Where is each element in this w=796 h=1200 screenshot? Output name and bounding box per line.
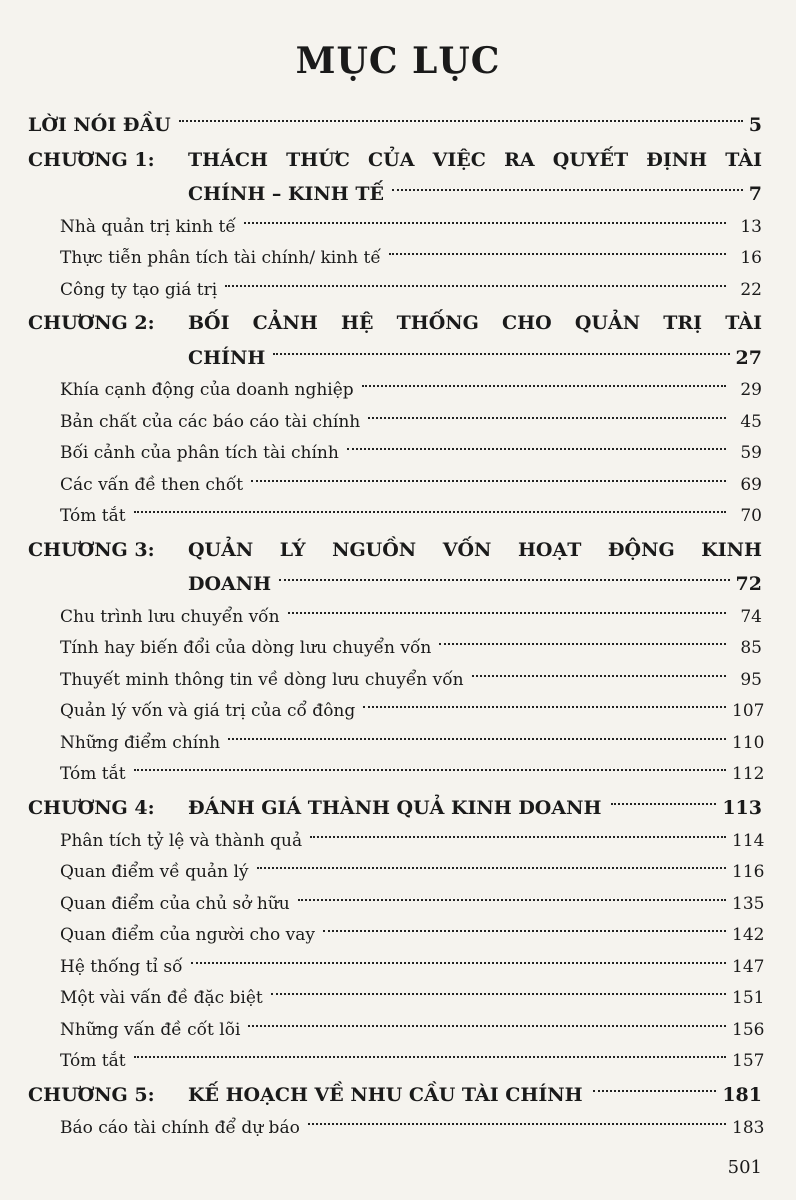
toc-section [28, 664, 762, 696]
section-label: Tóm tắt [60, 506, 126, 527]
toc-section [28, 696, 765, 728]
chapter-title-word: THỐNG [396, 312, 479, 334]
chapter-title-word: QUYẾT [552, 148, 629, 171]
section-page: 74 [740, 606, 762, 627]
chapter-list [28, 142, 765, 1144]
toc-section [28, 759, 765, 791]
section-page: 85 [740, 638, 762, 659]
section-label: Những vấn đề cốt lõi [60, 1019, 241, 1040]
table-of-contents [28, 108, 765, 1144]
chapter-heading-line2 [28, 177, 762, 211]
toc-chapter-5 [28, 1077, 762, 1112]
chapter-title-word: TÀI [725, 312, 762, 334]
chapter-title-word: CẢNH [252, 312, 318, 334]
chapter-title-word: KINH [701, 538, 762, 561]
toc-section [28, 727, 765, 759]
section-page: 147 [732, 956, 765, 977]
section-page: 59 [740, 443, 762, 464]
chapter-title-word: CHO [502, 312, 552, 334]
chapter-label: CHƯƠNG 4: [28, 796, 155, 819]
page-number: 501 [727, 1157, 762, 1178]
section-label: Phân tích tỷ lệ và thành quả [60, 830, 303, 851]
dot-leader [389, 253, 726, 255]
chapter-title-word: ĐỊNH [646, 148, 708, 171]
dot-leader [248, 1025, 726, 1027]
toc-chapter-2 [28, 306, 762, 375]
chapter-title-line1 [188, 312, 762, 334]
chapter-title-line1 [188, 149, 762, 171]
dot-leader [472, 675, 726, 677]
section-page: 29 [740, 380, 762, 401]
chapter-title-line2: CHÍNH [188, 346, 266, 369]
toc-section [28, 920, 765, 952]
dot-leader [244, 222, 726, 224]
toc-section [28, 406, 762, 438]
section-label: Quan điểm của chủ sở hữu [60, 893, 290, 914]
toc-section [28, 633, 762, 665]
section-label: Tính hay biến đổi của dòng lưu chuyển vốn [60, 638, 432, 659]
chapter-title-line1 [188, 539, 762, 561]
toc-section [28, 825, 765, 857]
dot-leader [279, 579, 729, 581]
section-label: Một vài vấn đề đặc biệt [60, 988, 263, 1009]
toc-section [28, 438, 762, 470]
dot-leader [257, 867, 726, 869]
section-label: Bối cảnh của phân tích tài chính [60, 443, 339, 464]
page-title: MỤC LỤC [295, 40, 501, 82]
section-page: 142 [732, 925, 765, 946]
section-label: Tóm tắt [60, 1051, 126, 1072]
dot-leader [225, 285, 726, 287]
chapter-title-word: VỐN [442, 538, 492, 561]
dot-leader [611, 803, 716, 805]
dot-leader [288, 612, 726, 614]
section-page: 183 [732, 1117, 765, 1138]
dot-leader [134, 1056, 726, 1058]
chapter-heading-line2 [28, 341, 762, 375]
section-page: 156 [732, 1019, 765, 1040]
chapter-heading-line [28, 532, 762, 567]
dot-leader [439, 643, 726, 645]
chapter-label: CHƯƠNG 3: [28, 538, 155, 561]
dot-leader [134, 511, 726, 513]
section-page: 22 [740, 279, 762, 300]
section-page: 107 [732, 701, 765, 722]
chapter-title-word: QUẢN [574, 312, 641, 334]
section-label: Thuyết minh thông tin về dòng lưu chuyển vốn [60, 669, 464, 690]
dot-leader [179, 120, 743, 122]
section-page: 116 [732, 862, 765, 883]
section-label: Quan điểm về quản lý [60, 862, 249, 883]
toc-section [28, 983, 765, 1015]
dot-leader [191, 962, 726, 964]
chapter-title-word: HỆ [341, 312, 374, 334]
toc-section [28, 211, 762, 243]
dot-leader [362, 385, 726, 387]
toc-section [28, 243, 762, 275]
toc-section [28, 601, 762, 633]
chapter-heading-line [28, 1077, 762, 1112]
dot-leader [134, 769, 726, 771]
chapter-title-word: THÁCH [188, 148, 268, 171]
section-label: Bản chất của các báo cáo tài chính [60, 411, 361, 432]
section-label: Quản lý vốn và giá trị của cổ đông [60, 701, 356, 722]
chapter-title-word: LÝ [279, 538, 306, 561]
section-label: Tóm tắt [60, 764, 126, 785]
toc-section [28, 1112, 765, 1144]
toc-entry-preface [28, 108, 762, 142]
chapter-page: 27 [735, 346, 762, 369]
section-label: Chu trình lưu chuyển vốn [60, 606, 280, 627]
section-page: 70 [740, 506, 762, 527]
section-page: 16 [740, 248, 762, 269]
section-page: 45 [740, 411, 762, 432]
chapter-title-word: ĐỘNG [607, 538, 675, 561]
toc-chapter-3 [28, 532, 762, 601]
chapter-title-word: TÀI [725, 148, 762, 171]
chapter-title-word: THỨC [286, 148, 350, 171]
dot-leader [392, 189, 743, 191]
section-page: 112 [732, 764, 765, 785]
chapter-title-line2: DOANH [188, 573, 272, 595]
chapter-title: KẾ HOẠCH VỀ NHU CẦU TÀI CHÍNH [188, 1083, 583, 1106]
toc-entry-label: LỜI NÓI ĐẦU [28, 114, 171, 136]
chapter-page: 181 [722, 1083, 762, 1106]
section-label: Thực tiễn phân tích tài chính/ kinh tế [60, 248, 381, 269]
chapter-title-word: NGUỒN [332, 538, 417, 561]
dot-leader [273, 353, 729, 355]
section-page: 95 [740, 669, 762, 690]
section-label: Quan điểm của người cho vay [60, 925, 315, 946]
toc-section [28, 375, 762, 407]
chapter-label: CHƯƠNG 5: [28, 1083, 155, 1106]
section-label: Các vấn đề then chốt [60, 474, 244, 495]
chapter-title-word: TRỊ [663, 312, 703, 334]
chapter-heading-line2 [28, 567, 762, 601]
section-label: Nhà quản trị kinh tế [60, 216, 236, 237]
dot-leader [347, 448, 726, 450]
section-page: 69 [740, 474, 762, 495]
chapter-title-word: CỦA [368, 148, 415, 171]
chapter-label: CHƯƠNG 1: [28, 148, 155, 171]
toc-chapter-1 [28, 142, 762, 211]
dot-leader [363, 706, 726, 708]
toc-chapter-4 [28, 790, 762, 825]
chapter-heading-line [28, 306, 762, 341]
chapter-title-word: QUẢN [188, 538, 254, 561]
toc-section [28, 888, 765, 920]
dot-leader [271, 993, 726, 995]
chapter-title-word: HOẠT [517, 538, 582, 561]
section-label: Công ty tạo giá trị [60, 279, 218, 300]
section-page: 13 [740, 216, 762, 237]
dot-leader [310, 836, 726, 838]
dot-leader [593, 1090, 717, 1092]
toc-section [28, 501, 762, 533]
chapter-title-word: BỐI [188, 312, 230, 334]
chapter-title-word: RA [504, 148, 535, 171]
chapter-page: 72 [735, 573, 762, 595]
dot-leader [251, 480, 726, 482]
chapter-page: 113 [722, 796, 762, 819]
dot-leader [308, 1123, 726, 1125]
toc-entry-page: 5 [748, 114, 762, 136]
section-label: Báo cáo tài chính để dự báo [60, 1117, 300, 1138]
section-page: 110 [732, 732, 765, 753]
chapter-heading-line [28, 790, 762, 825]
toc-section [28, 274, 762, 306]
chapter-page: 7 [748, 183, 762, 205]
section-label: Khía cạnh động của doanh nghiệp [60, 380, 354, 401]
toc-section [28, 1014, 765, 1046]
section-label: Hệ thống tỉ số [60, 956, 183, 977]
chapter-label: CHƯƠNG 2: [28, 312, 155, 334]
section-page: 114 [732, 830, 765, 851]
dot-leader [323, 930, 726, 932]
toc-section [28, 857, 765, 889]
toc-section [28, 951, 765, 983]
toc-section [28, 1046, 765, 1078]
section-label: Những điểm chính [60, 732, 221, 753]
dot-leader [228, 738, 726, 740]
chapter-title-word: VIỆC [432, 148, 486, 171]
section-page: 157 [732, 1051, 765, 1072]
chapter-title-line2: CHÍNH – KINH TẾ [188, 183, 384, 205]
toc-section [28, 469, 762, 501]
chapter-title: ĐÁNH GIÁ THÀNH QUẢ KINH DOANH [188, 796, 602, 819]
dot-leader [298, 899, 726, 901]
section-page: 135 [732, 893, 765, 914]
section-page: 151 [732, 988, 765, 1009]
dot-leader [368, 417, 726, 419]
chapter-heading-line [28, 142, 762, 177]
